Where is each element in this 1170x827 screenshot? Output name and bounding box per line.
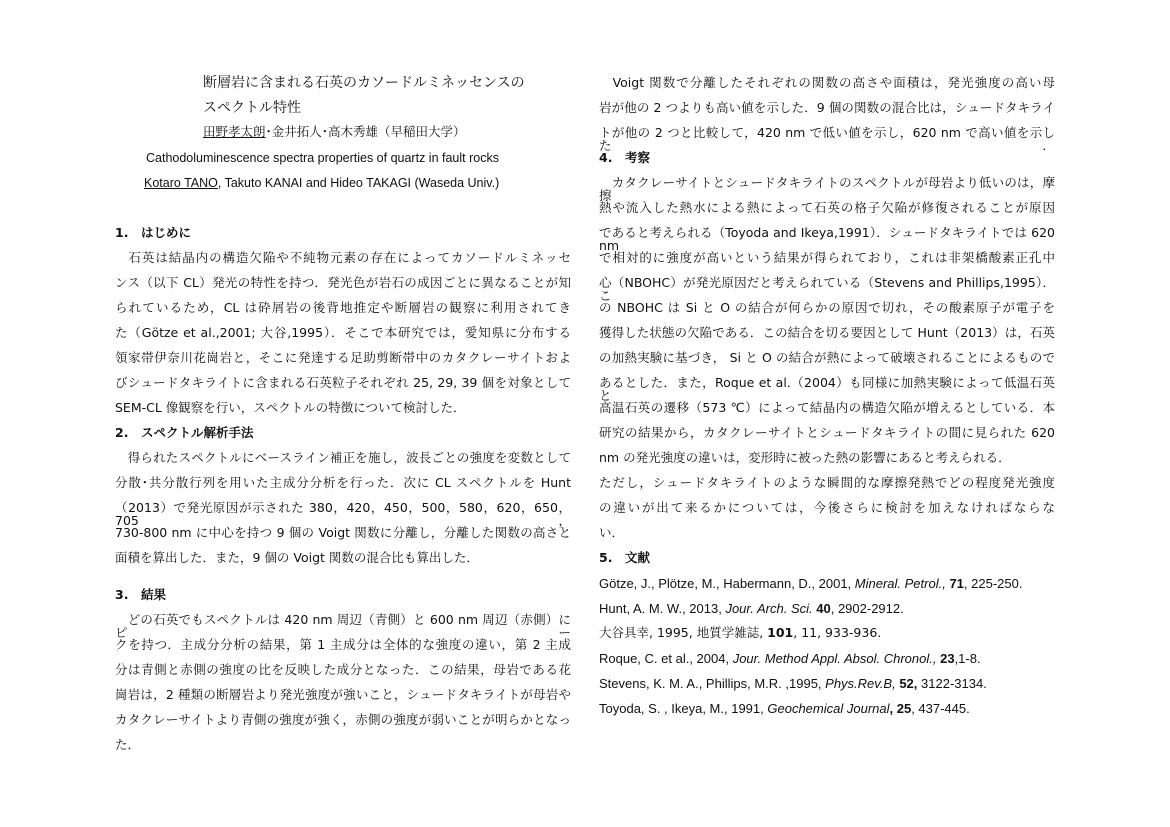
intro-line: 石英は結晶内の構造欠陥や不純物元素の存在によってカソードルミネッセ [115,250,571,265]
reference-journal: Phys.Rev.B, [825,676,896,691]
discussion-line: nm の発光強度の違いは，変形時に被った熱の影響にあると考えられる． [599,450,1011,465]
reference-item [599,627,881,640]
results-line: 分は青側と赤側の強度の比を反映した成分となった．この結果，母岩である花 [115,662,571,677]
reference-text: Stevens, K. M. A., Phillips, M.R. ,1995, [599,676,826,691]
english-co-authors: , Takuto KANAI and Hideo TAKAGI (Waseda Univ.) [217,176,500,190]
results-line: どの石英でもスペクトルは 420 nm 周辺（青側）と 600 nm 周辺（赤側）にピー [115,612,571,640]
discussion-line: あるとした．また，Roque et al.（2004）も同様に加熱実験によって低温石英と [599,375,1055,403]
method-line: （2013）で発光原因が示された 380，420，450，500，580，620，650，705， [115,500,571,528]
intro-line: ンス（以下 CL）発光の特性を持つ．発光色が岩石の成因ごとに異なることが知 [115,275,571,290]
results-continued-line: Voigt 関数で分離したそれぞれの関数の高さや面積は，発光強度の高い母 [599,75,1055,90]
reference-pages: , 2902-2912. [830,601,904,616]
reference-text: Toyoda, S. , Ikeya, M., 1991, [599,701,768,716]
discussion-line: カタクレーサイトとシュードタキライトのスペクトルが母岩より低いのは，摩擦 [599,175,1055,203]
intro-line: SEM-CL 像観察を行い，スペクトルの特徴について検討した． [115,400,466,415]
reference-text: Götze, J., Plötze, M., Habermann, D., 2001, [599,576,855,591]
reference-volume: 101 [767,625,794,640]
reference-item [599,702,970,715]
method-line: 得られたスペクトルにベースライン補正を施し，波長ごとの強度を変数として [115,450,571,465]
discussion-line: 熱や流入した熱水による熱によって石英の格子欠陥が修復されることが原因 [599,200,1055,215]
reference-item [599,577,1022,590]
method-line: 面積を算出した．また，9 個の Voigt 関数の混合比も算出した． [115,550,479,565]
reference-journal: Mineral. Petrol., [854,576,946,591]
results-continued-line: トが他の 2 つと比較して，420 nm で低い値を示し，620 nm で高い値を示した． [599,125,1055,153]
section-heading-results: 3. 結果 [115,587,166,602]
results-line: 崗岩は，2 種類の断層岩より発光強度が強いこと，シュードタキライトが母岩や [115,687,571,702]
discussion-line: で相対的に強度が高いという結果が得られており，これは非架橋酸素正孔中 [599,250,1055,265]
intro-line: 領家帯伊奈川花崗岩と，そこに発達する足助剪断帯中のカタクレーサイトおよ [115,350,571,365]
reference-journal: Jour. Arch. Sci. [725,601,813,616]
title-line-1: 断層岩に含まれる石英のカソードルミネッセンスの [203,75,525,91]
english-authors [144,177,499,190]
discussion-line: ただし，シュードタキライトのような瞬間的な摩擦発熱でどの程度発光強度 [599,475,1055,490]
discussion-line: 獲得した状態の欠陥である．この結合を切る要因として Hunt（2013）は，石英 [599,325,1055,340]
reference-text: Hunt, A. M. W., 2013, [599,601,726,616]
intro-line: びシュードタキライトに含まれる石英粒子それぞれ 25, 29, 39 個を対象として [115,375,571,390]
reference-item [599,652,981,665]
reference-item [599,677,987,690]
reference-pages: 3122-3134. [917,676,987,691]
discussion-line: の違いが出て来るかについては，今後さらに検討を加えなければならな [599,500,1055,515]
method-line: 分散･共分散行列を用いた主成分分析を行った．次に CL スペクトルを Hunt [115,475,571,490]
reference-text: Roque, C. et al., 2004, [599,651,733,666]
reference-volume: 23 [936,651,955,666]
results-continued-line: 岩が他の 2 つよりも高い値を示した．9 個の関数の混合比は，シュードタキライ [599,100,1055,115]
reference-pages: , 225-250. [963,576,1023,591]
results-line: カタクレーサイトより青側の強度が強く，赤側の強度が弱いことが明らかとなっ [115,712,571,727]
discussion-line: 高温石英の遷移（573 ℃）によって結晶内の構造欠陥が増えるとしている．本 [599,400,1055,415]
discussion-line: い． [599,525,625,540]
reference-pages: , 11, 933-936. [793,625,882,640]
reference-journal: Geochemical Journal [767,701,890,716]
author-line [203,126,466,139]
reference-volume: , 25 [889,701,912,716]
reference-pages: , 437-445. [911,701,970,716]
discussion-line: の NBOHC は Si と O の結合が何らかの原因で切れ，その酸素原子が電子を [599,300,1055,315]
results-line: た． [115,737,141,752]
section-heading-discussion: 4. 考察 [599,150,650,165]
reference-volume: 40 [812,601,831,616]
method-line: 730-800 nm に中心を持つ 9 個の Voigt 関数に分離し，分離した関数の高さと [115,525,571,540]
reference-text: 大谷具幸, 1995, 地質学雑誌, [599,625,768,640]
intro-line: た（Götze et al.,2001; 大谷,1995）．そこで本研究では，愛知県に分布する [115,325,571,340]
discussion-line: であると考えられる（Toyoda and Ikeya,1991）．シュードタキライトでは 620 nm [599,225,1055,253]
presenting-author: 田野孝太朗 [203,124,266,139]
section-heading-references: 5. 文献 [599,550,650,565]
reference-volume: 52, [895,676,918,691]
title-line-2: スペクトル特性 [203,100,301,116]
reference-item [599,602,904,615]
section-heading-intro: 1. はじめに [115,225,191,240]
results-line: クを持つ．主成分分析の結果，第 1 主成分は全体的な強度の違い，第 2 主成 [115,637,571,652]
intro-line: られているため，CL は砕屑岩の後背地推定や断層岩の観察に利用されてき [115,300,571,315]
reference-volume: 71 [945,576,964,591]
discussion-line: 研究の結果から，カタクレーサイトとシュードタキライトの間に見られた 620 [599,425,1055,440]
english-presenting-author: Kotaro TANO [144,176,218,190]
section-heading-method: 2. スペクトル解析手法 [115,425,254,440]
co-authors: ･金井拓人･高木秀雄（早稲田大学） [265,124,466,139]
discussion-line: 心（NBOHC）が発光原因だと考えられている（Stevens and Phillips,1995）．こ [599,275,1055,303]
discussion-line: の加熱実験に基づき， Si と O の結合が熱によって破壊されることによるもので [599,350,1055,365]
english-title: Cathodoluminescence spectra properties of quartz in fault rocks [146,151,499,165]
reference-journal: Jour. Method Appl. Absol. Chronol., [732,651,937,666]
reference-pages: ,1-8. [954,651,981,666]
